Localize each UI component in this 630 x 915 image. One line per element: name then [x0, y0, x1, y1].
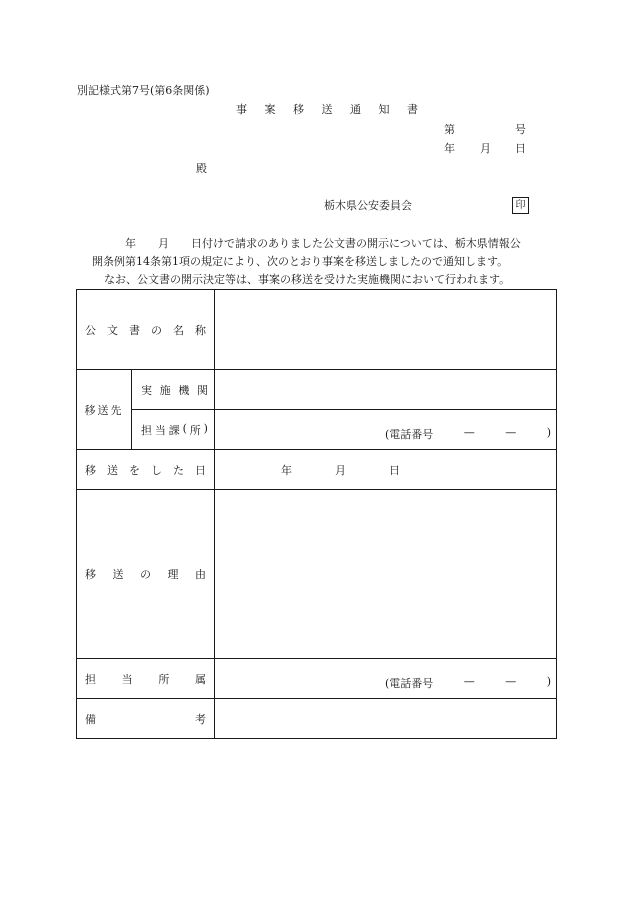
label-char: 送 — [112, 568, 124, 581]
remarks-label-cell — [77, 699, 215, 739]
label-char: ( — [182, 421, 187, 435]
transfer-date-label — [77, 462, 214, 478]
row-transfer-date — [77, 450, 557, 490]
department-phone — [385, 675, 551, 691]
form-number: 別記様式第7号(第6条関係) — [77, 84, 210, 97]
row-reason — [77, 490, 557, 659]
reason-label — [77, 566, 214, 582]
agency-label-cell — [132, 370, 215, 410]
label-char: 名 — [173, 323, 184, 337]
row-agency — [77, 370, 557, 410]
remarks-label — [77, 711, 214, 727]
label-char: 考 — [195, 712, 206, 726]
document-name-field[interactable] — [215, 290, 557, 370]
section-phone-dash-2: — — [505, 426, 517, 439]
label-char: 当 — [121, 672, 133, 686]
agency-label — [132, 382, 214, 398]
transfer-date-field[interactable] — [215, 450, 557, 490]
section-phone-close: ) — [546, 426, 551, 439]
label-char: 実 — [141, 383, 152, 397]
label-char: 備 — [85, 712, 96, 726]
department-phone-dash-1: — — [463, 675, 475, 688]
date-day: 日 — [515, 142, 526, 155]
section-phone — [385, 426, 551, 442]
label-char: 所 — [158, 672, 170, 686]
label-char: 施 — [159, 383, 171, 397]
issuer-name: 栃木県公安委員会 — [324, 199, 412, 212]
transfer-date-parts — [215, 462, 556, 478]
reason-field[interactable] — [215, 490, 557, 659]
document-name-label-cell — [77, 290, 215, 370]
remarks-field[interactable] — [215, 699, 557, 739]
label-char: 所 — [189, 423, 201, 437]
label-char: し — [151, 463, 162, 477]
label-char: 移 — [85, 568, 96, 581]
label-char: 機 — [178, 383, 190, 397]
seal-mark: 印 — [512, 197, 529, 214]
addressee-suffix: 殿 — [196, 162, 207, 175]
label-char: 日 — [195, 463, 206, 477]
department-phone-dash-2: — — [505, 675, 517, 688]
label-char: 称 — [195, 323, 206, 337]
department-field[interactable] — [215, 659, 557, 699]
agency-field[interactable] — [215, 370, 557, 410]
label-char: 関 — [196, 383, 208, 397]
department-phone-close: ) — [546, 675, 551, 688]
transfer-date-year: 年 — [281, 463, 292, 477]
label-char: 由 — [195, 568, 206, 581]
label-char: 書 — [129, 323, 140, 337]
section-phone-dash-1: — — [463, 426, 475, 439]
label-char: ) — [203, 421, 208, 435]
transfer-to-label: 移送先 — [77, 370, 132, 450]
label-char: 担 — [141, 423, 152, 437]
date-month: 月 — [480, 142, 491, 155]
body-line-1: 年 月 日付けで請求のありました公文書の開示については、栃木県情報公 — [125, 237, 521, 250]
label-char: 理 — [167, 568, 179, 581]
label-char: た — [173, 463, 184, 477]
department-label — [77, 671, 214, 687]
section-label-cell — [132, 410, 215, 450]
reason-label-cell — [77, 490, 215, 659]
section-phone-open: (電話番号 — [385, 428, 434, 441]
document-name-label — [77, 322, 214, 338]
label-char: 担 — [85, 672, 96, 686]
transfer-date-day: 日 — [389, 463, 400, 477]
label-char: 送 — [107, 463, 118, 477]
document-title: 事 案 移 送 通 知 書 — [236, 103, 425, 116]
department-label-cell — [77, 659, 215, 699]
label-char: 公 — [85, 323, 96, 337]
label-char: 課 — [168, 423, 180, 437]
label-char: の — [140, 568, 151, 581]
date-year: 年 — [444, 142, 455, 155]
label-char: 移 — [85, 463, 96, 477]
body-line-3: なお、公文書の開示決定等は、事案の移送を受けた実施機関において行われます。 — [104, 273, 511, 286]
row-remarks — [77, 699, 557, 739]
row-document-name — [77, 290, 557, 370]
section-field[interactable] — [215, 410, 557, 450]
label-char: 当 — [154, 423, 166, 437]
number-suffix: 号 — [515, 123, 526, 136]
number-prefix: 第 — [444, 123, 455, 136]
label-char: 属 — [194, 672, 206, 686]
transfer-date-month: 月 — [335, 463, 346, 477]
label-char: 文 — [107, 323, 118, 337]
row-department — [77, 659, 557, 699]
label-char: の — [151, 323, 162, 337]
department-phone-open: (電話番号 — [385, 677, 434, 690]
transfer-form-table — [76, 289, 557, 739]
body-line-2: 開条例第14条第1項の規定により、次のとおり事案を移送しましたので通知します。 — [92, 255, 509, 268]
transfer-date-label-cell — [77, 450, 215, 490]
label-char: を — [129, 463, 140, 477]
row-section — [77, 410, 557, 450]
section-label — [132, 422, 214, 438]
